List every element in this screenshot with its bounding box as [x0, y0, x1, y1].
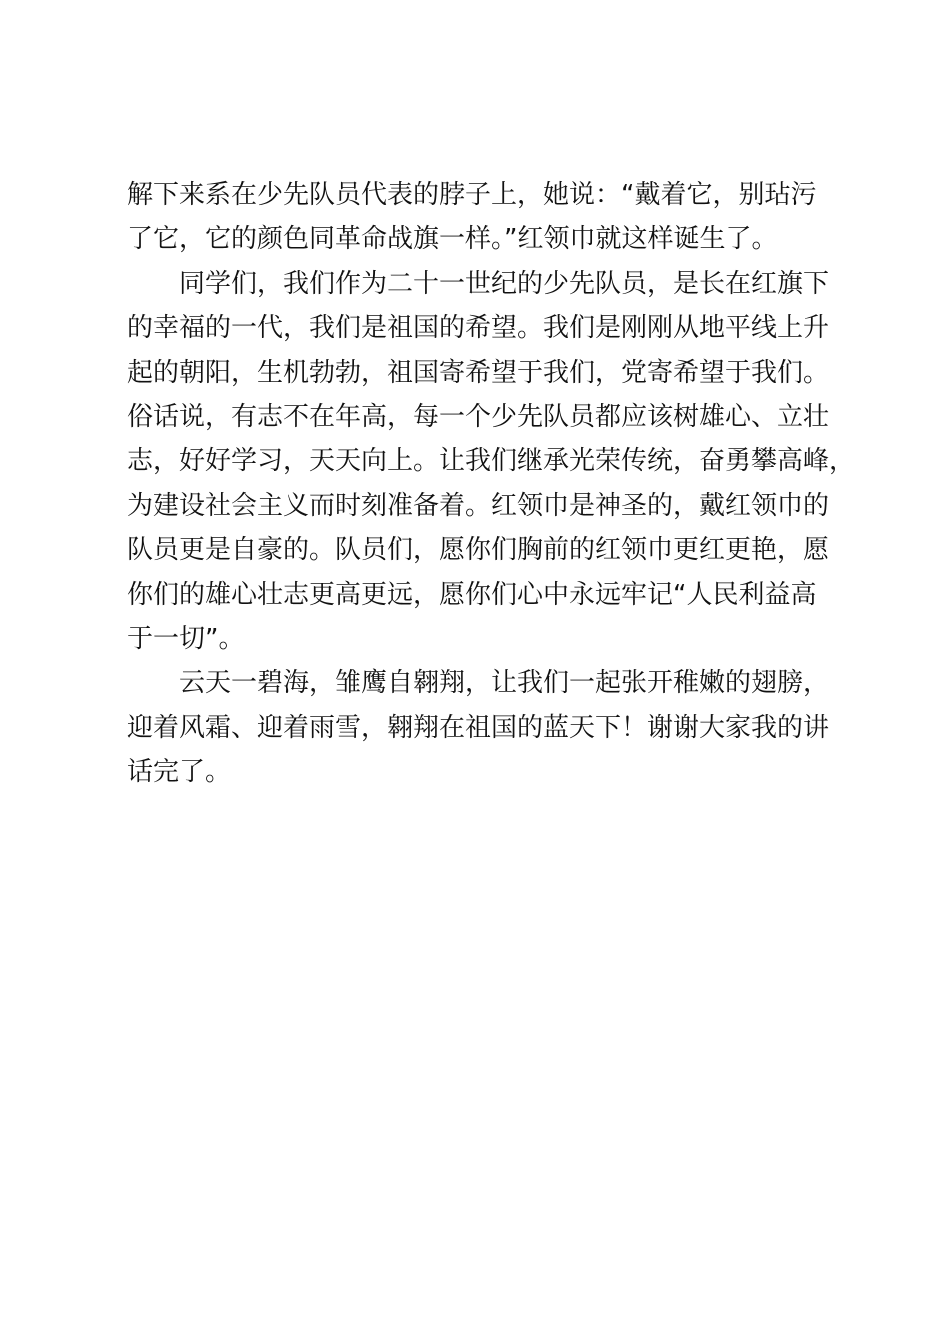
text-line: 话完了。 — [127, 757, 232, 788]
text-line: 你们的雄心壮志更高更远，愿你们心中永远牢记“人民利益高 — [127, 579, 817, 610]
body-text — [127, 173, 855, 794]
text-line: 为建设社会主义而时刻准备着。红领巾是神圣的，戴红领巾的 — [127, 490, 830, 521]
text-line: 队员更是自豪的。队员们，愿你们胸前的红领巾更红更艳，愿 — [127, 535, 830, 566]
text-line: 的幸福的一代，我们是祖国的希望。我们是刚刚从地平线上升 — [127, 313, 830, 344]
text-line: 志，好好学习，天天向上。让我们继承光荣传统，奋勇攀高峰， — [127, 446, 856, 477]
text-line: 于一切”。 — [127, 623, 245, 654]
text-line: 了它，它的颜色同革命战旗一样。”红领巾就这样诞生了。 — [127, 224, 778, 255]
text-line: 同学们，我们作为二十一世纪的少先队员，是长在红旗下 — [127, 268, 830, 299]
text-line: 解下来系在少先队员代表的脖子上，她说：“戴着它，别玷污 — [127, 180, 817, 210]
text-line: 迎着风霜、迎着雨雪，翱翔在祖国的蓝天下！谢谢大家我的讲 — [127, 712, 830, 743]
text-line: 云天一碧海，雏鹰自翱翔，让我们一起张开稚嫩的翅膀， — [127, 668, 830, 699]
text-line: 俗话说，有志不在年高，每一个少先队员都应该树雄心、立壮 — [127, 401, 830, 432]
text-line: 起的朝阳，生机勃勃，祖国寄希望于我们，党寄希望于我们。 — [127, 357, 830, 388]
